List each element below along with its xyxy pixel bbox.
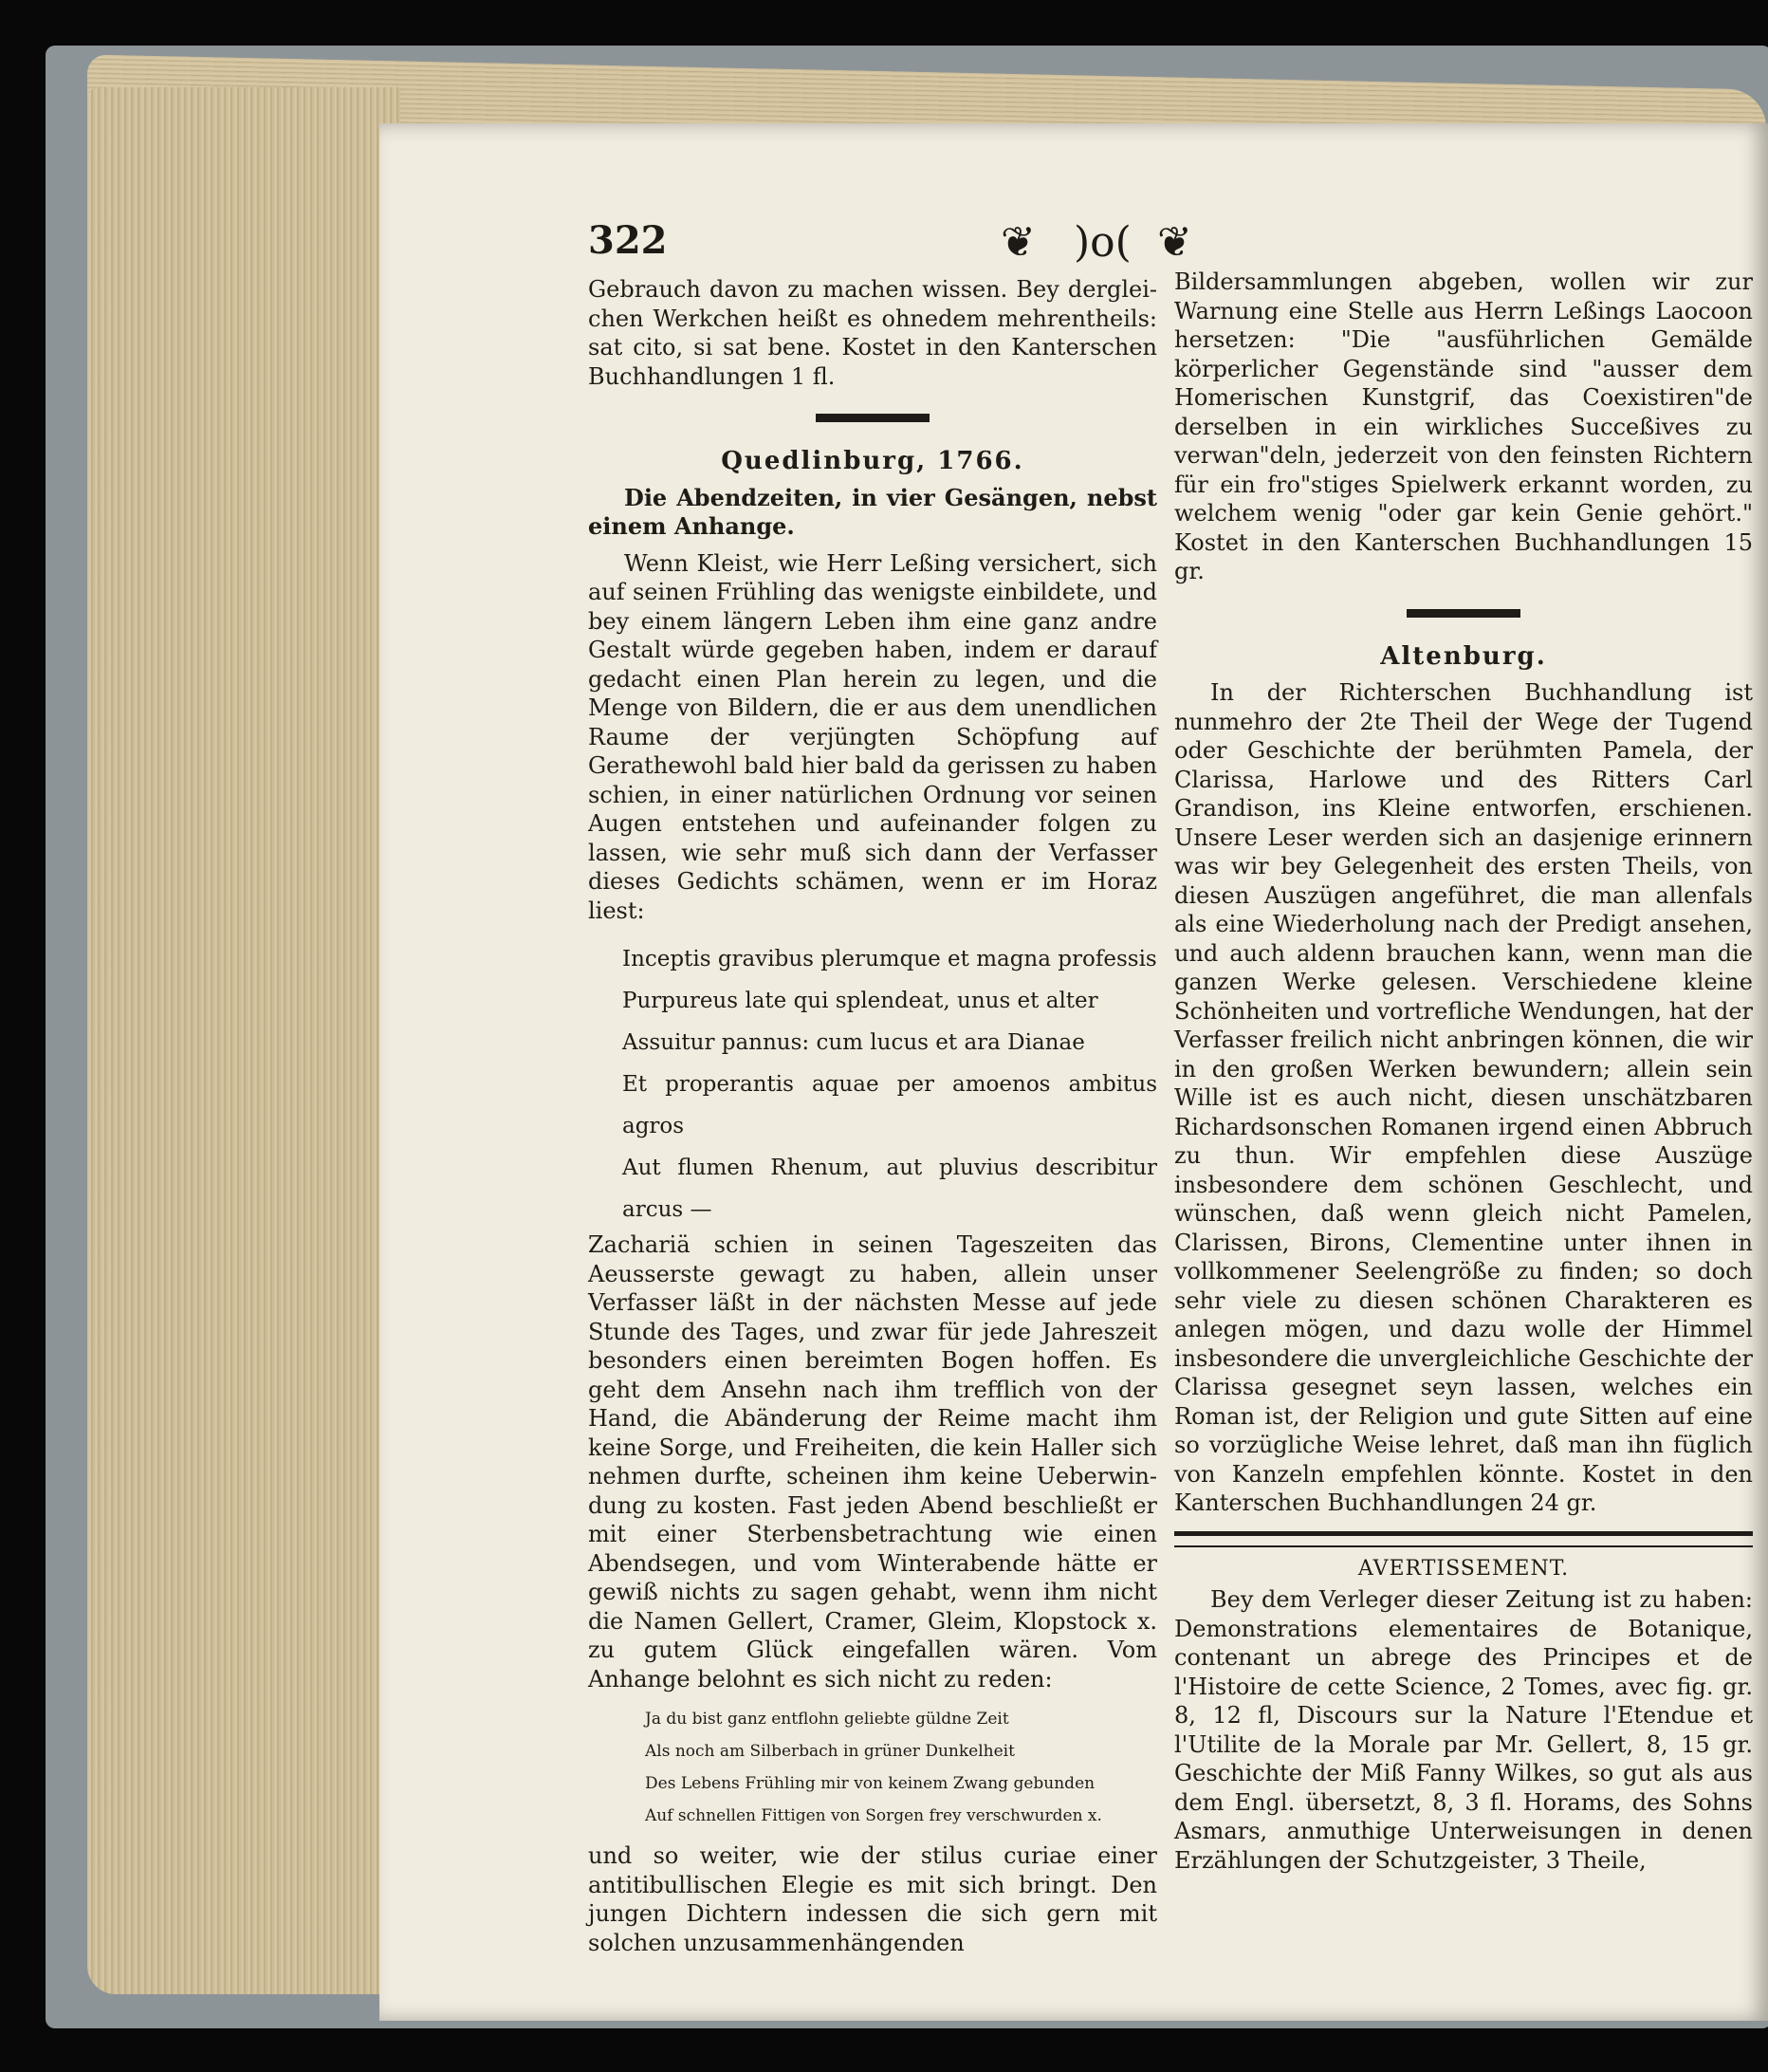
review-paragraph: Zachariä schien in seinen Tageszeiten das Aeusserste gewagt zu haben, allein unser Verfasser läßt in der nächsten Messe auf jede Stunde des Tages, und zwar für jede Jahreszeit besonders einen bereimten Bogen hoffen. Es geht dem Ansehn nach ihm trefflich von der Hand, die Abänderung der Reime macht ihm keine Sorge, und Freiheiten, die kein Haller sich nehmen durfte, scheinen ihm keine Ueberwindung zu kosten. Fast jeden Abend beschließt er mit einer Sterbensbetrachtung wie einen Abendsegen, und vom Winterabende hätte er gewiß nichts zu sagen gehabt, wenn ihm nicht die Namen Gellert, Cramer, Gleim, Klopstock x. zu gutem Glück eingefallen wären. Vom Anhange belohnt es sich nicht zu reden: — [588, 1231, 1157, 1693]
book-page — [379, 123, 1768, 2021]
verse-line: Et properantis aquae per amoenos ambitus agros — [622, 1072, 1157, 1138]
city-heading: Altenburg. — [1380, 641, 1547, 671]
double-rule-divider — [1174, 1531, 1753, 1547]
verse-line: Auf schnellen Fittigen von Sorgen frey verschwurden x. — [645, 1806, 1102, 1825]
page-number: 322 — [588, 218, 668, 263]
latin-verse-block — [588, 938, 1157, 1230]
review-paragraph: Wenn Kleist, wie Herr Leßing versichert, sich auf seinen Frühling das wenigste einbildete, und bey einem längern Leben ihm eine ganz andre Gestalt würde gegeben haben, indem er darauf gedacht einen Plan herein zu legen, und die Menge von Bildern, die er aus dem unendlichen Raume der verjüngten Schöpfung auf Gerathewohl bald hier bald da gerissen zu haben schien, in einer natürlichen Ordnung vor seinen Augen entstehen und aufeinander folgen zu lassen, wie sehr muß sich dann der Verfasser dieses Gedichts schämen, wenn er im Horaz liest: — [588, 549, 1157, 924]
avertissement-text: Bey dem Verleger dieser Zeitung ist zu haben: Demonstrations elementaires de Botanique, contenant un abrege des Principes et de l'Histoire de cette Science, 2 Tomes, avec fig. gr. 8, 12 fl, Discours sur la Nature l'Etendue et l'Utilite de la Morale par Mr. Gellert, 8, 15 gr. Geschichte der Miß Fanny Wilkes, so gut als aus dem Engl. übersetzt, 8, 3 fl. Horams, des Sohns Asmars, anmuthige Unterweisungen in denen Erzählungen der Schutzgeister, 3 Theile, — [1174, 1586, 1753, 1874]
continuation-text: Gebrauch davon zu machen wissen. Bey dergleichen Werkchen heißt es ohnedem mehrentheils: sat cito, si sat bene. Kostet in den Kanterschen Buchhandlungen 1 fl. — [588, 276, 1157, 390]
page-content — [379, 123, 1768, 2021]
verse-line: Inceptis gravibus plerumque et magna professis — [622, 947, 1157, 971]
page-header — [588, 218, 1631, 275]
verse-line: Purpureus late qui splendeat, unus et alter — [622, 989, 1098, 1013]
shell-ornament-icon: ❦ — [1001, 218, 1036, 267]
book-title: Die Abendzeiten, in vier Gesängen, nebst einem Anhange. — [588, 483, 1157, 540]
continuation-text: Bildersammlungen abgeben, wollen wir zur Warnung eine Stelle aus Herrn Leßings Laocoon hersetzen: "Die "ausführlichen Gemälde körperlicher Gegenstände sind "ausser dem Homerischen Kunstgrif, das Coexistiren"de derselben in ein wirkliches Succeßives zu verwan"deln, jederzeit von den feinsten Richtern für ein fro"stiges Spielwerk erkannt worden, zu welchem wenig "oder gar kein Genie gehört." Kostet in den Kanterschen Buchhandlungen 15 gr. — [1174, 268, 1753, 584]
verse-line: Assuitur pannus: cum lucus et ara Dianae — [622, 1030, 1085, 1055]
section-divider — [816, 414, 930, 422]
center-ornament-icon: )o( — [1074, 218, 1132, 267]
german-verse-block — [588, 1703, 1157, 1832]
verse-line: Als noch am Silberbach in grüner Dunkelheit — [645, 1742, 1015, 1761]
review-paragraph: und so weiter, wie der stilus curiae einer antitibullischen Elegie es mit sich bringt. Den jungen Dichtern indessen die sich gern mit solchen unzusammenhängenden — [588, 1842, 1157, 1956]
shell-ornament-icon: ❦ — [1157, 218, 1192, 267]
section-divider — [1407, 609, 1520, 618]
page-edges-left — [87, 87, 400, 1994]
avertissement-heading: AVERTISSEMENT. — [1357, 1556, 1570, 1581]
review-paragraph: In der Richterschen Buchhandlung ist nunmehro der 2te Theil der Wege der Tugend oder Geschichte der berühmten Pamela, der Clarissa, Harlowe und des Ritters Carl Grandison, ins Kleine entworfen, erschienen. Unsere Leser werden sich an dasjenige erinnern was wir bey Gelegenheit des ersten Theils, von diesen Auszügen angeführet, die man allenfals als eine Wiederholung nach der Predigt ansehen, und auch aldenn brauchen kann, wenn man die ganzen Werke gelesen. Verschiedene kleine Schönheiten und vortrefliche Wendungen, hat der Verfasser freilich nicht anbringen können, die wir in den großen Werken bewundern; allein sein Wille ist es auch nicht, diesen unschätzbaren Richardsonschen Romanen irgend einen Abbruch zu thun. Wir empfehlen diese Auszüge insbesondere dem schönen Geschlecht, und wünschen, daß wenn gleich nicht Pamelen, Clarissen, Birons, Clementine unter ihnen in vollkommener Seelengröße zu finden; so doch sehr viele zu diesen schönen Charakteren es anlegen mögen, und dazu wolle der Himmel insbesondere die unvergleichliche Geschichte der Clarissa gesegnet seyn lassen, welches ein Roman ist, der Religion und gute Sitten auf eine so vorzügliche Weise lehret, daß man ihn füglich von Kanzeln empfehlen könnte. Kostet in den Kanterschen Buchhandlungen 24 gr. — [1174, 679, 1753, 1516]
verse-line: Aut flumen Rhenum, aut pluvius describitur arcus — — [622, 1156, 1157, 1222]
verse-line: Ja du bist ganz entflohn geliebte güldne Zeit — [645, 1710, 1009, 1729]
left-column — [588, 275, 1157, 1957]
city-heading: Quedlinburg, 1766. — [721, 447, 1024, 475]
right-column — [1174, 268, 1753, 1875]
verse-line: Des Lebens Frühling mir von keinem Zwang gebunden — [645, 1774, 1096, 1793]
